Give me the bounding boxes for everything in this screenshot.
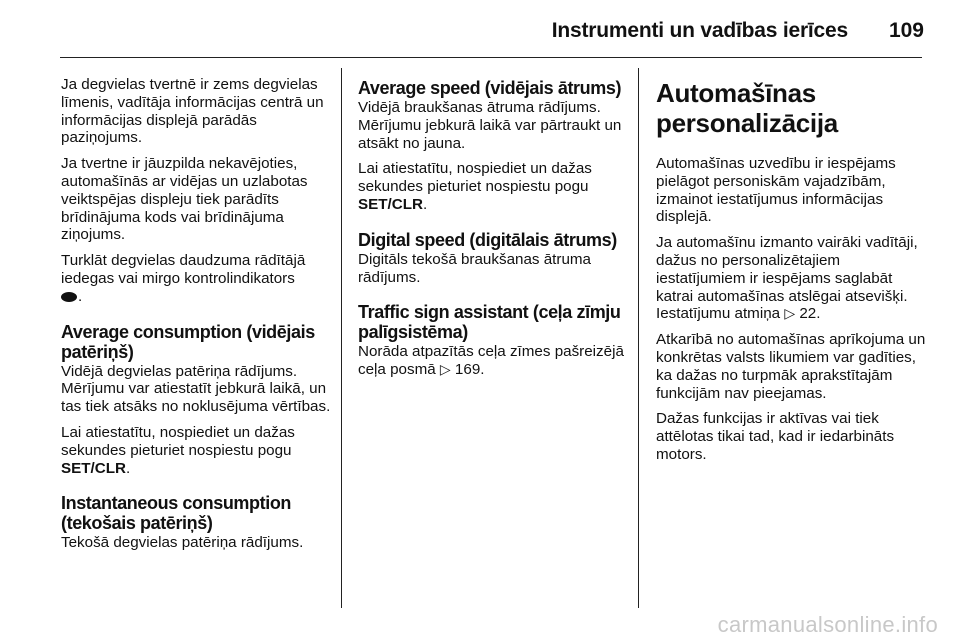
page-reference-link[interactable]: 22. <box>799 305 821 323</box>
paragraph-personalization: Automašīnas uzvedību ir iespējams pielāgot personiskām vajadzībām, izmainot iestatījumus informācijas displejā. <box>656 155 896 226</box>
paragraph-equipment: Atkarībā no automašīnas aprīkojuma un konkrētas valsts likumiem var gadīties, ka dažas no turpmāk aprakstītajām funkcijām nav pieejamas. <box>656 331 926 402</box>
paragraph-multiple-drivers <box>656 234 931 323</box>
indicator-end: . <box>78 287 83 305</box>
watermark: carmanualsonline.info <box>717 612 938 637</box>
paragraph-average-consumption: Vidējā degvielas patēriņa rādījums. Mērījumu var atiestatīt jebkurā laikā, un tas tiek atsāks no noklusējuma vērtības. <box>61 362 331 416</box>
reset-end: . <box>125 459 131 477</box>
paragraph-digital-speed: Digitāls tekošā braukšanas ātruma rādījums. <box>358 250 591 286</box>
paragraph-indicator <box>61 252 333 305</box>
column-divider-1 <box>341 68 342 608</box>
set-clr-button-label: SET/CLR <box>61 459 126 477</box>
paragraph-low-fuel: Ja degvielas tvertnē ir zems degvielas līmenis, vadītāja informācijas centrā un informācijas displejā parādās paziņojums. <box>61 76 324 147</box>
heading-instantaneous-consumption: Instantaneous consumption (tekošais patēriņš) <box>61 493 292 534</box>
section-title: Automašīnas personalizācija <box>656 78 838 138</box>
indicator-text: Turklāt degvielas daudzuma rādītājā iedegas vai mirgo kontrolindikators <box>61 252 306 287</box>
paragraph-average-speed: Vidējā braukšanas ātruma rādījums. Mērījumu jebkurā laikā var pārtraukt un atsākt no jauna. <box>358 99 622 152</box>
set-clr-button-label: SET/CLR <box>358 195 423 213</box>
heading-traffic-sign-assistant: Traffic sign assistant (ceļa zīmju palīgsistēma) <box>358 302 621 343</box>
reset-speed-text: Lai atiestatītu, nospiediet un dažas sekundes pieturiet nospiestu pogu <box>358 160 592 196</box>
traffic-sign-text: Norāda atpazītās ceļa zīmes pašreizējā ceļa posmā <box>358 343 624 379</box>
heading-average-speed: Average speed (vidējais ātrums) <box>358 78 622 98</box>
paragraph-reset-speed <box>358 160 634 213</box>
column-3 <box>656 78 931 472</box>
reference-arrow-icon: ▷ <box>439 361 451 378</box>
reset-speed-end: . <box>422 195 428 213</box>
multiple-drivers-text: Ja automašīnu izmanto vairāki vadītāji, dažus no personalizētajiem iestatījumiem ir iespējams saglabāt katrai automašīnas atslēgai atsevišķi. Iestatījumu atmiņa <box>656 234 918 323</box>
page-number: 109 <box>888 19 924 42</box>
column-1 <box>61 76 333 560</box>
fuel-indicator-icon <box>61 292 77 302</box>
column-2 <box>358 78 634 387</box>
column-divider-2 <box>638 68 639 608</box>
paragraph-engine-running: Dažas funkcijas ir aktīvas vai tiek attēlotas tikai tad, kad ir iedarbināts motors. <box>656 410 895 463</box>
paragraph-reset-consumption <box>61 424 333 477</box>
heading-average-consumption: Average consumption (vidējais patēriņš) <box>61 321 315 362</box>
header-title: Instrumenti un vadības ierīces <box>551 19 848 42</box>
heading-digital-speed: Digital speed (digitālais ātrums) <box>358 229 617 250</box>
reset-text: Lai atiestatītu, nospiediet un dažas sekundes pieturiet nospiestu pogu <box>61 423 295 459</box>
header-divider <box>60 57 922 58</box>
page-reference-link[interactable]: 169. <box>454 361 485 379</box>
paragraph-traffic-sign <box>358 343 634 379</box>
paragraph-refuel-now: Ja tvertne ir jāuzpilda nekavējoties, automašīnās ar vidējas un uzlabotas veiktspējas displeju tiek parādīts brīdinājuma kods vai brīdinājuma ziņojums. <box>61 155 308 244</box>
page-header <box>0 0 960 58</box>
reference-arrow-icon: ▷ <box>784 305 796 322</box>
paragraph-instantaneous: Tekošā degvielas patēriņa rādījums. <box>61 534 304 552</box>
